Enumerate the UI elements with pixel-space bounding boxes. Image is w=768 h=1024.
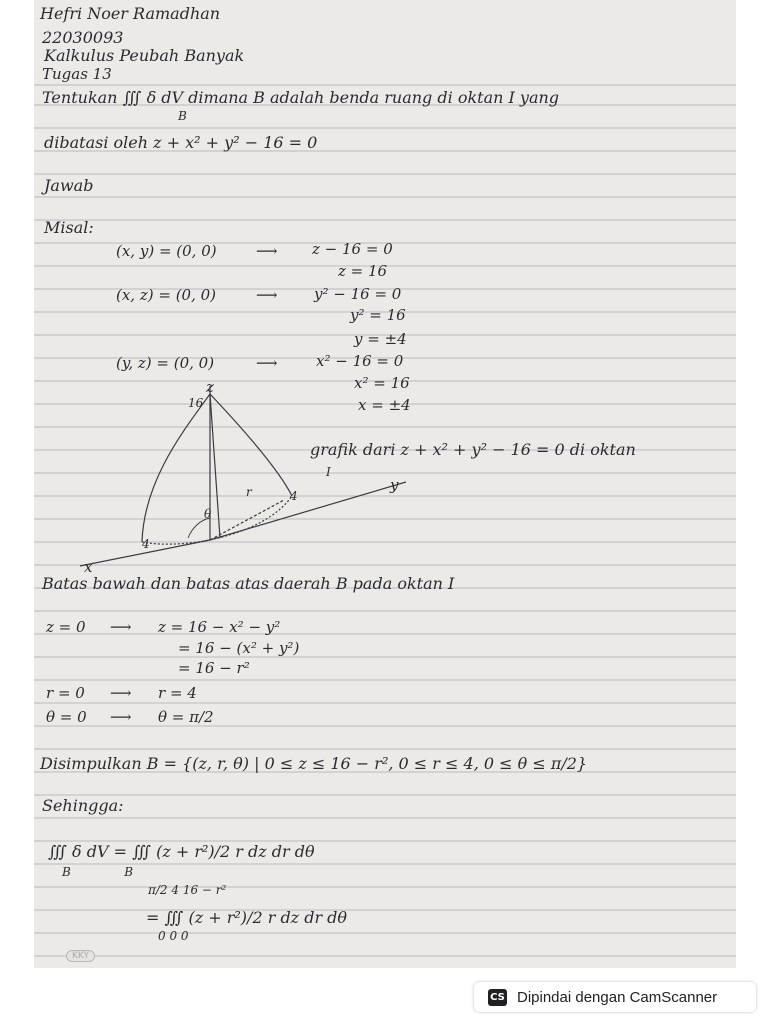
r-bound-arrow: ⟶ — [110, 684, 132, 702]
integral-equation-1-subscripts: B B — [62, 865, 134, 879]
point-row-2-arrow: ⟶ — [256, 286, 278, 304]
z-bound-lhs: z = 0 — [46, 618, 86, 636]
radius-label: r — [246, 485, 252, 499]
camscanner-text: Dipindai dengan CamScanner — [517, 988, 718, 1006]
z-axis-label: z — [206, 378, 214, 396]
kky-watermark: KKY — [66, 950, 95, 962]
point-row-3-arrow: ⟶ — [256, 354, 278, 372]
z-bound-step-2: = 16 − (x² + y²) — [178, 639, 300, 657]
scanned-page — [34, 0, 736, 968]
integral-lower-limits: 0 0 0 — [158, 929, 189, 943]
theta-arc — [188, 518, 210, 538]
sehingga-label: Sehingga: — [42, 796, 124, 815]
theta-bound-lhs: θ = 0 — [46, 708, 87, 726]
theta-bound-arrow: ⟶ — [110, 708, 132, 726]
answer-heading: Jawab — [44, 176, 94, 195]
sketch-caption: grafik dari z + x² + y² − 16 = 0 di oktan — [310, 440, 636, 459]
x-intercept-label: 4 — [142, 537, 150, 551]
student-name: Hefri Noer Ramadhan — [40, 4, 221, 23]
camscanner-logo-icon: CS — [488, 989, 507, 1006]
point-row-2-lhs: (x, z) = (0, 0) — [116, 286, 217, 304]
student-id: 22030093 — [42, 28, 124, 47]
point-row-2-result: y = ±4 — [354, 330, 407, 348]
point-row-2-step: y² = 16 — [350, 306, 406, 324]
z-bound-step-1: z = 16 − x² − y² — [158, 618, 281, 636]
point-row-1-eq: z − 16 = 0 — [312, 240, 393, 258]
point-row-3-lhs: (y, z) = (0, 0) — [116, 354, 215, 372]
surface-edge-x — [142, 394, 210, 542]
z-bound-step-3: = 16 − r² — [178, 659, 250, 677]
y-intercept-label: 4 — [290, 489, 298, 503]
point-row-3-step: x² = 16 — [354, 374, 410, 392]
x-axis-label: x — [84, 558, 93, 576]
integral-equation-2: = ∭ (z + r²)/2 r dz dr dθ — [146, 908, 348, 927]
integral-equation-1: ∭ δ dV = ∭ (z + r²)/2 r dz dr dθ — [48, 842, 315, 861]
theta-bound-rhs: θ = π/2 — [158, 708, 214, 726]
paraboloid-sketch — [34, 360, 736, 580]
course-title: Kalkulus Peubah Banyak — [44, 46, 245, 65]
point-row-3-eq: x² − 16 = 0 — [316, 352, 404, 370]
z-bound-arrow: ⟶ — [110, 618, 132, 636]
problem-line-2: dibatasi oleh z + x² + y² − 16 = 0 — [44, 133, 318, 152]
surface-edge-y — [210, 394, 292, 499]
inner-line — [210, 394, 220, 538]
problem-line-1: Tentukan ∭ δ dV dimana B adalah benda ruang di oktan I yang — [42, 88, 560, 107]
region-conclusion: Disimpulkan B = {(z, r, θ) | 0 ≤ z ≤ 16 − r², 0 ≤ r ≤ 4, 0 ≤ θ ≤ π/2} — [40, 754, 588, 773]
assignment-label: Tugas 13 — [42, 65, 112, 83]
point-row-3-result: x = ±4 — [358, 396, 411, 414]
sketch-caption-octant: I — [326, 465, 331, 479]
point-row-1-lhs: (x, y) = (0, 0) — [116, 242, 217, 260]
theta-label: θ — [204, 507, 212, 521]
point-row-1-result: z = 16 — [338, 262, 388, 280]
r-bound-lhs: r = 0 — [46, 684, 85, 702]
integral-region-subscript: B — [178, 109, 187, 123]
camscanner-badge — [474, 982, 756, 1012]
bounds-heading: Batas bawah dan batas atas daerah B pada oktan I — [42, 574, 455, 593]
z-intercept-label: 16 — [188, 396, 204, 410]
point-row-2-eq: y² − 16 = 0 — [314, 285, 402, 303]
r-bound-rhs: r = 4 — [158, 684, 197, 702]
radius-line — [210, 500, 284, 540]
misal-label: Misal: — [44, 218, 94, 237]
y-axis-label: y — [390, 476, 399, 494]
integral-limits: π/2 4 16 − r² — [148, 883, 227, 897]
point-row-1-arrow: ⟶ — [256, 242, 278, 260]
y-axis-line — [210, 482, 406, 540]
